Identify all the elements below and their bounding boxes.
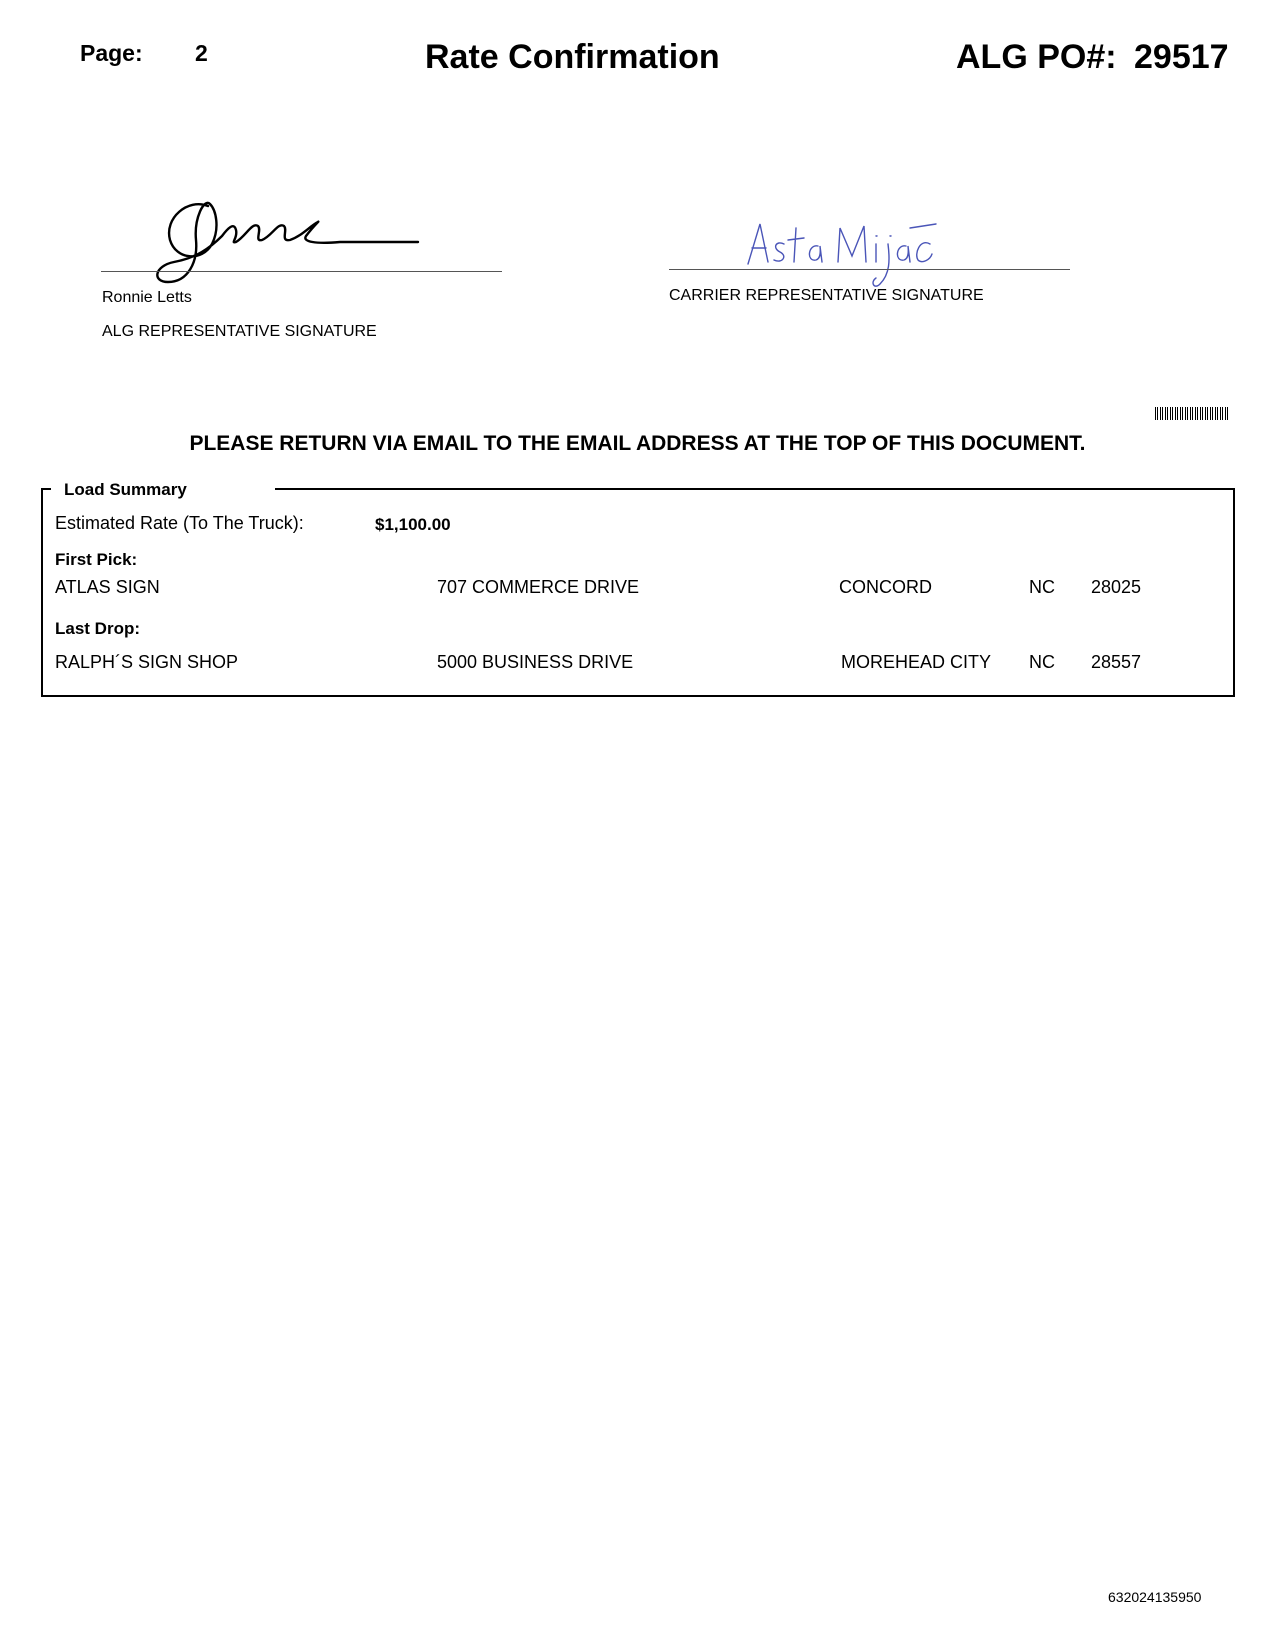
last-drop-name: RALPH´S SIGN SHOP [55, 652, 239, 672]
last-drop-state: NC [1029, 652, 1055, 672]
first-pick-zip: 28025 [1091, 577, 1142, 597]
document-title: Rate Confirmation [425, 38, 720, 76]
carrier-signature-line [669, 269, 1070, 270]
page-number: 2 [195, 40, 208, 66]
first-pick-name: ATLAS SIGN [55, 577, 160, 597]
alg-signature-image [150, 178, 440, 290]
first-pick-heading: First Pick: [55, 550, 138, 569]
document-number: 632024135950 [1108, 1589, 1202, 1605]
last-drop-address: 5000 BUSINESS DRIVE [437, 652, 634, 672]
last-drop-heading: Last Drop: [55, 619, 140, 638]
rate-label: Estimated Rate (To The Truck): [55, 513, 304, 533]
po-number: 29517 [1134, 38, 1229, 76]
rate-value: $1,100.00 [375, 515, 451, 534]
alg-signature-caption: ALG REPRESENTATIVE SIGNATURE [102, 323, 377, 340]
page-label: Page: [80, 40, 143, 66]
first-pick-state: NC [1029, 577, 1055, 597]
legend-corner-tick [41, 488, 51, 490]
last-drop-zip: 28557 [1091, 652, 1142, 672]
load-summary-legend: Load Summary [64, 480, 187, 499]
po-label: ALG PO#: [956, 38, 1117, 76]
first-pick-address: 707 COMMERCE DRIVE [437, 577, 640, 597]
carrier-signature-caption: CARRIER REPRESENTATIVE SIGNATURE [669, 287, 984, 304]
first-pick-city: CONCORD [839, 577, 932, 597]
alg-representative-name: Ronnie Letts [102, 289, 192, 306]
carrier-signature-image [740, 216, 940, 288]
barcode-icon [1155, 407, 1229, 420]
last-drop-city: MOREHEAD CITY [841, 652, 992, 672]
alg-signature-line [101, 271, 502, 272]
return-instructions: PLEASE RETURN VIA EMAIL TO THE EMAIL ADDRESS AT THE TOP OF THIS DOCUMENT. [189, 432, 1086, 455]
